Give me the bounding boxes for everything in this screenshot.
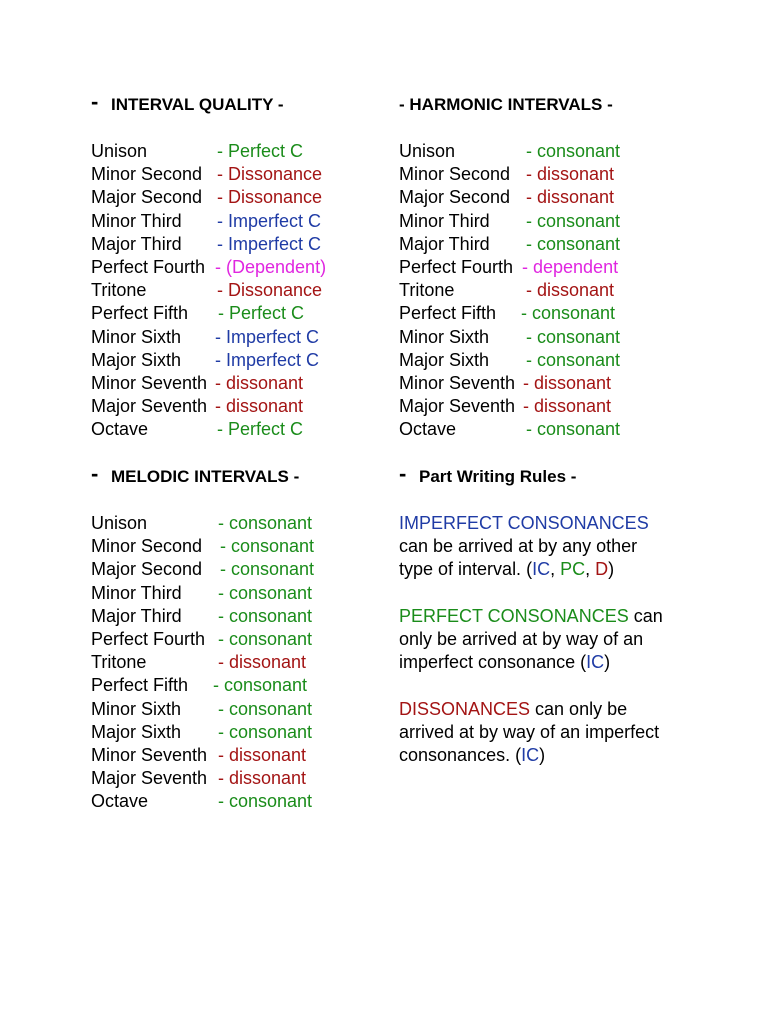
interval-quality-section [91, 89, 391, 440]
rule-text: type of interval. ( [399, 559, 533, 580]
interval-name: Minor Sixth [91, 698, 182, 719]
interval-name: Major Seventh [91, 768, 208, 789]
interval-quality-value: - dissonant [218, 744, 307, 765]
interval-name: Major Seventh [91, 396, 208, 417]
interval-quality-value: - dissonant [215, 396, 304, 417]
interval-name: Minor Sixth [399, 326, 490, 347]
interval-name: Major Sixth [91, 721, 182, 742]
rule-abbrev-ic: IC [532, 559, 551, 580]
interval-quality-value: - consonant [220, 559, 315, 580]
interval-quality-value: - consonant [218, 628, 313, 649]
interval-quality-value: - Imperfect C [217, 210, 322, 231]
interval-quality-title: INTERVAL QUALITY - [111, 95, 284, 114]
harmonic-intervals-heading [399, 93, 699, 117]
interval-name: Major Seventh [399, 396, 516, 417]
interval-quality-value: - consonant [526, 233, 621, 254]
interval-quality-value: - consonant [218, 721, 313, 742]
rule-abbrev-ic: IC [521, 745, 540, 766]
interval-quality-value: - dissonant [218, 652, 307, 673]
interval-quality-value: - consonant [218, 513, 313, 533]
interval-quality-value: - consonant [218, 582, 313, 603]
interval-name: Major Sixth [399, 349, 490, 370]
interval-name: Octave [91, 419, 149, 440]
interval-name: Major Third [91, 233, 182, 254]
rule-abbrev-pc: PC [560, 559, 586, 580]
interval-name: Minor Second [91, 164, 203, 185]
interval-name: Minor Second [91, 536, 203, 557]
interval-quality-value: - dependent [522, 256, 619, 277]
interval-name: Minor Third [399, 210, 490, 231]
interval-name: Unison [91, 513, 148, 533]
rule-text: ) [539, 745, 546, 766]
interval-name: Perfect Fifth [91, 303, 189, 324]
interval-quality-value: - consonant [521, 303, 616, 324]
melodic-intervals-title: MELODIC INTERVALS - [111, 467, 300, 486]
rule-text: arrived at by way of an imperfect [399, 722, 660, 743]
rule-perfect-consonances [399, 605, 699, 675]
interval-name: Minor Seventh [91, 744, 208, 765]
rule-text: imperfect consonance ( [399, 652, 587, 673]
interval-quality-value: - dissonant [218, 768, 307, 789]
rule-text: can only be [530, 699, 628, 719]
interval-name: Minor Sixth [91, 326, 182, 347]
interval-quality-value: - (Dependent) [215, 256, 327, 277]
interval-quality-value: - consonant [220, 536, 315, 557]
interval-name: Major Sixth [91, 349, 182, 370]
interval-name: Perfect Fourth [91, 628, 206, 649]
interval-quality-value: - dissonant [526, 280, 615, 301]
harmonic-intervals-section [399, 93, 699, 440]
heading-dash: - [399, 461, 407, 486]
rule-dissonances [399, 698, 699, 768]
interval-quality-value: - Perfect C [217, 141, 304, 161]
interval-quality-value: - Imperfect C [215, 326, 320, 347]
rule-term: DISSONANCES [399, 699, 531, 719]
interval-quality-value: - Dissonance [217, 187, 323, 208]
interval-name: Tritone [91, 280, 147, 301]
interval-name: Perfect Fourth [91, 256, 206, 277]
interval-name: Tritone [399, 280, 455, 301]
interval-name: Octave [399, 419, 457, 440]
interval-name: Unison [399, 141, 456, 161]
heading-dash: - [91, 461, 99, 486]
rule-text: consonances. ( [399, 745, 522, 766]
interval-name: Octave [91, 791, 149, 812]
rule-abbrev-d: D [595, 559, 609, 580]
rule-text: ) [604, 652, 611, 673]
rule-text: ) [608, 559, 615, 580]
interval-quality-value: - consonant [218, 605, 313, 626]
interval-quality-heading [91, 89, 391, 117]
interval-name: Minor Second [399, 164, 511, 185]
part-writing-rules-title: Part Writing Rules - [419, 467, 577, 486]
interval-name: Perfect Fifth [399, 303, 497, 324]
interval-name: Minor Seventh [399, 372, 516, 393]
rule-term: PERFECT CONSONANCES [399, 606, 629, 626]
melodic-intervals-heading [91, 461, 391, 489]
rule-text: can be arrived at by any other [399, 536, 638, 557]
melodic-intervals-section [91, 461, 391, 812]
interval-name: Minor Third [91, 210, 182, 231]
interval-quality-value: - consonant [526, 141, 621, 161]
interval-name: Perfect Fifth [91, 675, 189, 696]
interval-name: Major Third [399, 233, 490, 254]
interval-name: Minor Seventh [91, 372, 208, 393]
rule-text: can [628, 606, 663, 626]
interval-quality-value: - consonant [526, 349, 621, 370]
harmonic-intervals-title: - HARMONIC INTERVALS - [399, 95, 613, 114]
interval-quality-value: - consonant [218, 698, 313, 719]
rule-text: , [550, 559, 561, 580]
interval-quality-value: - dissonant [523, 396, 612, 417]
interval-name: Tritone [91, 652, 147, 673]
interval-quality-value: - Imperfect C [215, 349, 320, 370]
interval-name: Minor Third [91, 582, 182, 603]
interval-quality-value: - Dissonance [217, 280, 323, 301]
interval-name: Unison [91, 141, 148, 161]
part-writing-rules-section [399, 461, 699, 766]
interval-name: Major Second [91, 187, 203, 208]
interval-quality-value: - Dissonance [217, 164, 323, 185]
interval-quality-value: - consonant [526, 419, 621, 440]
heading-dash: - [91, 89, 99, 114]
interval-quality-value: - dissonant [215, 372, 304, 393]
interval-name: Major Second [91, 559, 203, 580]
interval-quality-value: - dissonant [526, 164, 615, 185]
interval-quality-value: - Imperfect C [217, 233, 322, 254]
interval-quality-value: - Perfect C [218, 303, 305, 324]
rule-abbrev-ic: IC [586, 652, 605, 673]
interval-quality-value: - consonant [218, 791, 313, 812]
rule-term: IMPERFECT CONSONANCES [399, 513, 649, 533]
interval-quality-value: - consonant [526, 210, 621, 231]
interval-quality-value: - Perfect C [217, 419, 304, 440]
interval-name: Major Second [399, 187, 511, 208]
interval-quality-value: - dissonant [526, 187, 615, 208]
interval-name: Perfect Fourth [399, 256, 514, 277]
interval-quality-value: - consonant [526, 326, 621, 347]
interval-name: Major Third [91, 605, 182, 626]
rule-imperfect-consonances [399, 512, 699, 582]
rule-text: only be arrived at by way of an [399, 629, 644, 650]
interval-quality-value: - consonant [213, 675, 308, 696]
rule-text: , [585, 559, 596, 580]
part-writing-rules-heading [399, 461, 699, 489]
interval-quality-value: - dissonant [523, 372, 612, 393]
